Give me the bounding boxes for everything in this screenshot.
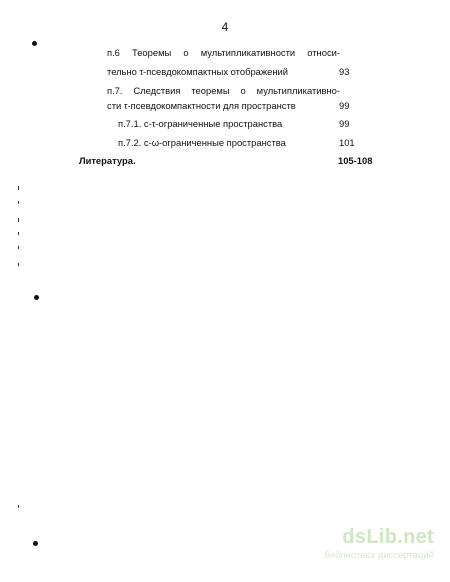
- scan-mark: [18, 263, 19, 266]
- page-number: 4: [221, 20, 229, 34]
- scan-mark: [18, 201, 19, 204]
- table-of-contents: [0, 0, 450, 200]
- toc-p6-page: 93: [339, 66, 350, 77]
- toc-p72-title: п.7.2. c-ω-ограниченные пространства: [118, 137, 286, 148]
- toc-p6-title-line1: п.6 Теоремы о мультипликативности относи-: [107, 47, 340, 58]
- toc-literature-title: Литература.: [79, 155, 136, 166]
- scan-dot-bottom: [33, 541, 38, 546]
- toc-p7-title-line1: п.7. Следствия теоремы о мультипликативно-: [107, 85, 340, 96]
- scan-mark: [18, 218, 19, 222]
- scan-mark: [18, 246, 19, 249]
- dslib-watermark: [284, 526, 434, 566]
- toc-p71-title: п.7.1. c-τ-ограниченные пространства: [118, 118, 283, 129]
- toc-literature-pages: 105-108: [338, 155, 373, 166]
- toc-p7-page: 99: [339, 100, 350, 111]
- watermark-brand: [342, 526, 434, 549]
- watermark-subtitle: библиотека диссертаций: [324, 550, 434, 561]
- scan-dot-top: [32, 41, 37, 46]
- toc-p6-title-line2: тельно τ-псевдокомпактных отображений: [107, 66, 289, 77]
- scan-mark: [18, 232, 19, 235]
- scan-mark: [18, 186, 19, 190]
- toc-p7-title-line2: сти τ-псевдокомпактности для пространств: [107, 100, 296, 111]
- watermark-brand-net: .net: [397, 526, 434, 548]
- watermark-brand-ds: ds: [342, 526, 367, 548]
- scan-dot-middle: [34, 295, 39, 300]
- scan-mark: [18, 505, 19, 508]
- toc-p72-page: 101: [339, 137, 355, 148]
- toc-p71-page: 99: [339, 118, 350, 129]
- watermark-brand-lib: Lib: [366, 526, 398, 548]
